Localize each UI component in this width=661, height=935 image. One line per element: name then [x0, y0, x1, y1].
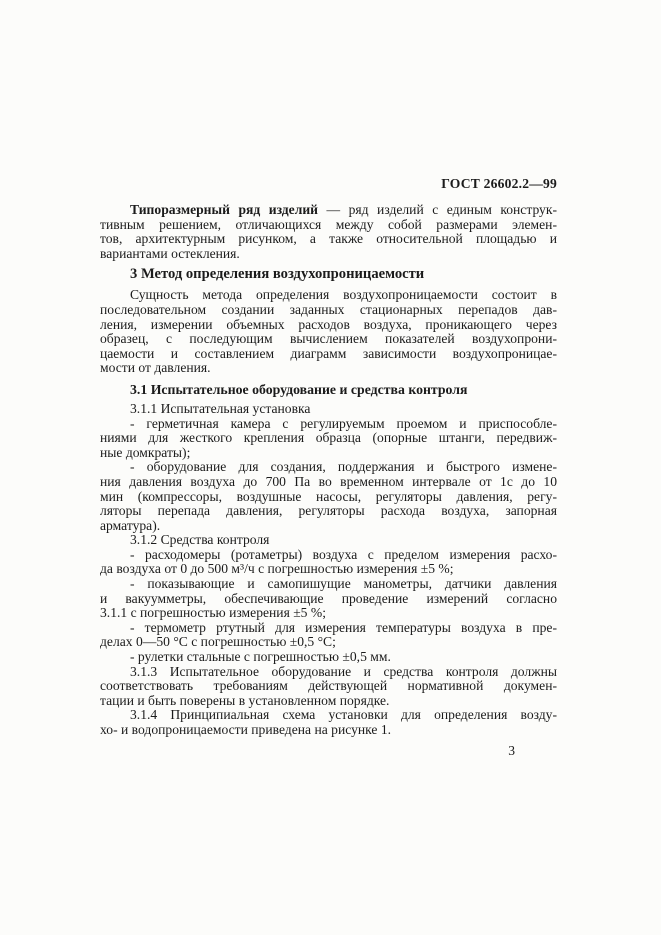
text-line: ния давления воздуха до 700 Па во временном интервале от 1с до 10 [100, 473, 557, 489]
paragraph [100, 577, 557, 621]
paragraph [100, 417, 557, 461]
text-line: арматура). [100, 517, 161, 533]
text-line: ляторы перепада давления, регуляторы расхода воздуха, запорная [100, 503, 557, 519]
text-line: последовательном создании заданных стационарных перепадов дав- [100, 301, 557, 317]
paragraph [100, 650, 557, 665]
text-line: 3 Метод определения воздухопроницаемости [130, 266, 425, 283]
paragraph [100, 665, 557, 709]
paragraph [100, 402, 557, 417]
text-line: и вакуумметры, обеспечивающие проведение измерений согласно [100, 590, 557, 606]
text-line [100, 203, 557, 218]
paragraph [100, 533, 557, 548]
text-line: 3.1.4 Принципиальная схема установки для определения возду- [130, 707, 557, 723]
paragraph [100, 460, 557, 533]
text-line: тивным решением, отличающихся между собой размерами элемен- [100, 216, 557, 232]
text-line: да воздуха от 0 до 500 м³/ч с погрешностью измерения ±5 %; [100, 561, 454, 577]
paragraph [100, 203, 557, 261]
text-line: хо- и водопроницаемости приведена на рисунке 1. [100, 722, 392, 737]
term-definition-text: — ряд изделий с единым конструк- [318, 202, 557, 217]
paragraph [100, 288, 557, 376]
text-line: - оборудование для создания, поддержания и быстрого измене- [130, 459, 557, 475]
text-line: 3.1.2 Средства контроля [130, 532, 270, 548]
text-line: - расходомеры (ротаметры) воздуха с пределом измерения расхо- [130, 546, 557, 562]
text-line: вариантами остекления. [100, 245, 240, 261]
document-body [100, 203, 557, 738]
text-line: соответствовать требованиям действующей нормативной докумен- [100, 678, 557, 694]
text-line: 3.1.3 Испытательное оборудование и средства контроля должны [130, 663, 557, 679]
text-line: цаемости и составлением диаграмм зависимости воздухопроницае- [100, 345, 557, 361]
text-line: - показывающие и самопишущие манометры, датчики давления [130, 576, 557, 592]
defined-term: Типоразмерный ряд изделий [130, 202, 318, 217]
text-line: тации и быть поверены в установленном порядке. [100, 692, 390, 708]
text-line: ления, измерении объемных расходов воздуха, проникающего через [100, 316, 557, 332]
text-line: мости от давления. [100, 360, 211, 376]
text-line: 3.1.1 с погрешностью измерения ±5 %; [100, 605, 326, 621]
content-area [100, 176, 557, 758]
text-line: ниями для жесткого крепления образца (опорные штанги, передвиж- [100, 430, 557, 446]
page-number: 3 [508, 742, 515, 758]
text-line: образец, с последующим вычислением показателей воздухопрони- [100, 331, 557, 347]
text-line: мин (компрессоры, воздушные насосы, регуляторы давления, регу- [100, 488, 557, 504]
section-heading [100, 266, 557, 283]
text-line: тов, архитектурным рисунком, а также относительной площадью и [100, 231, 557, 247]
text-line: делах 0—50 °С с погрешностью ±0,5 °С; [100, 634, 336, 650]
text-line: - рулетки стальные с погрешностью ±0,5 мм. [130, 649, 391, 665]
text-line: - герметичная камера с регулируемым проемом и приспособле- [130, 415, 557, 431]
paragraph [100, 708, 557, 737]
text-line: - термометр ртутный для измерения температуры воздуха в пре- [130, 619, 557, 635]
text-line: ные домкраты); [100, 444, 191, 460]
subsection-heading [100, 382, 557, 397]
text-line: 3.1.1 Испытательная установка [130, 400, 311, 416]
text-line: 3.1 Испытательное оборудование и средства контроля [130, 381, 468, 397]
text-line: Сущность метода определения воздухопроницаемости состоит в [130, 287, 557, 303]
doc-header-designation: ГОСТ 26602.2—99 [441, 176, 557, 191]
paragraph [100, 548, 557, 577]
paragraph [100, 621, 557, 650]
